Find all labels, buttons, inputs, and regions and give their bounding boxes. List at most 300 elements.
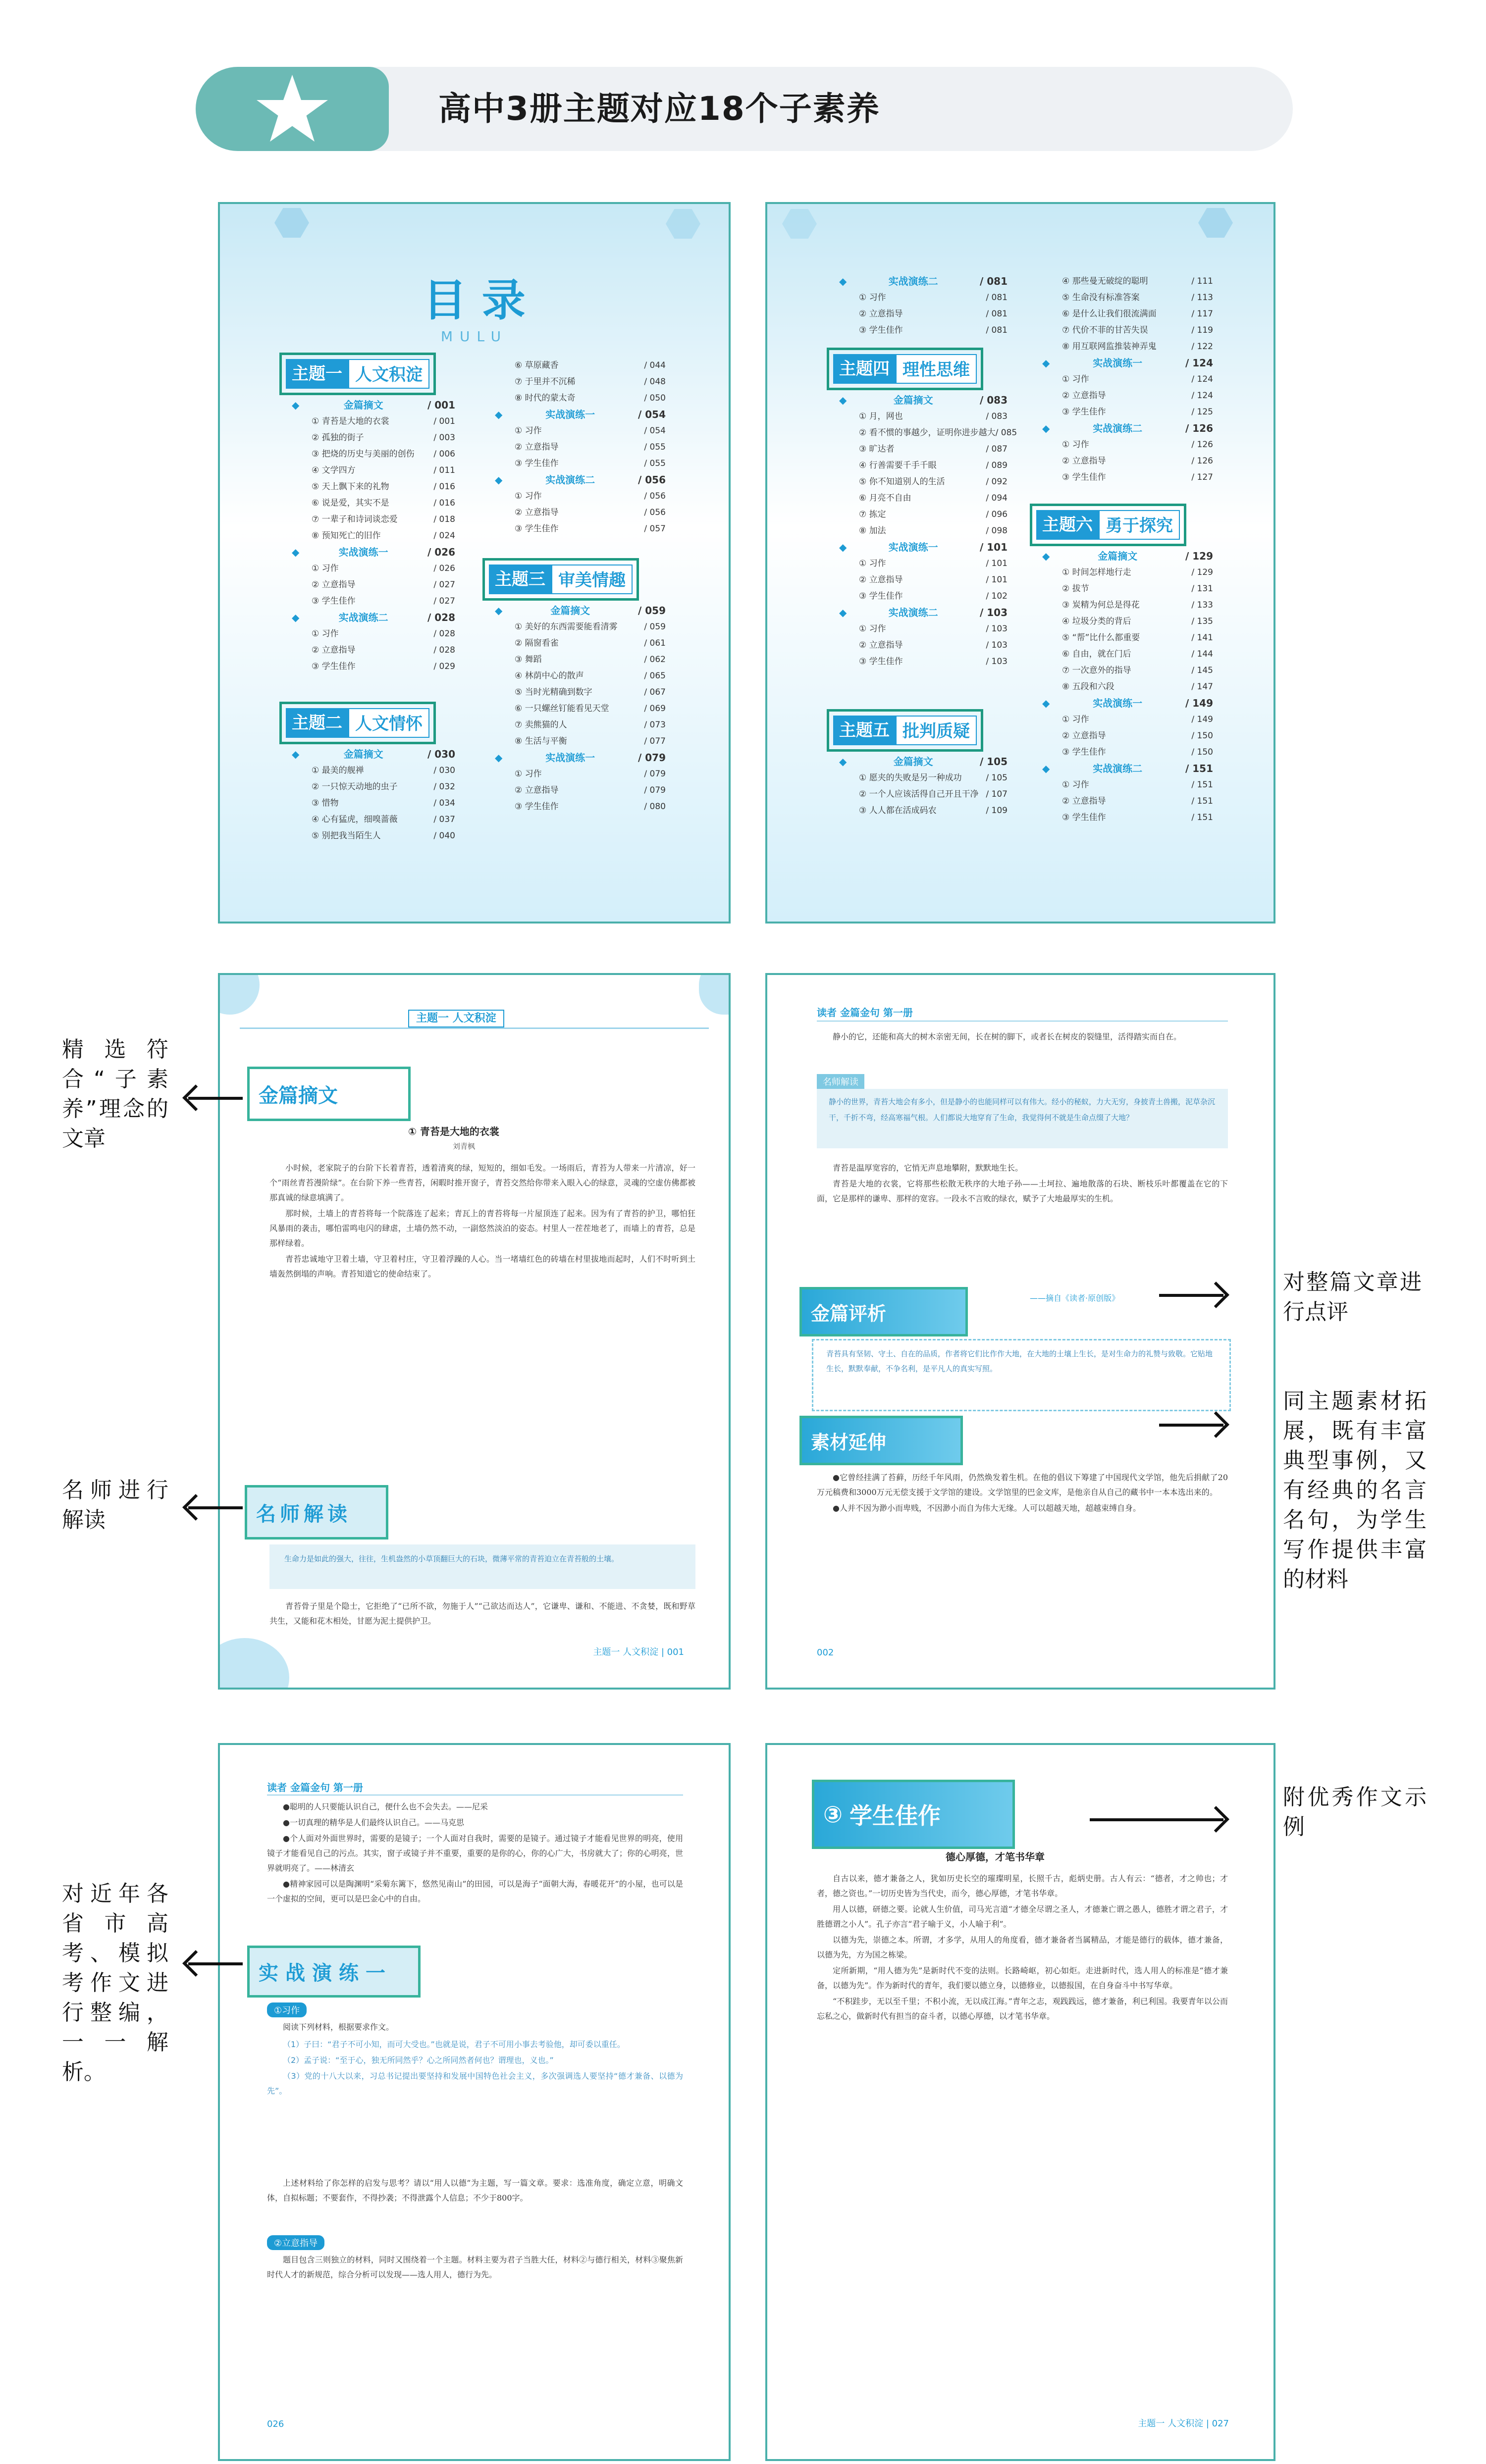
toc-entry[interactable]: [1042, 712, 1213, 728]
toc-entry-label: ⑦ 一次意外的指导: [1062, 666, 1131, 675]
toc-page-number: / 059: [644, 622, 666, 632]
toc-entry[interactable]: [495, 733, 666, 750]
toc-section[interactable]: [1042, 548, 1213, 565]
paragraph: 定所新期，“用人德为先”是新时代不变的法则。长路崎岖，初心如炬。走进新时代，选人用人的标准是“德才兼备，以德为先”。作为新时代的青年，我们要以德立身，以德修业，以德报国，在自身奋斗中书写华章。: [817, 1966, 1228, 1990]
teacher-comment-box: [269, 1544, 695, 1589]
toc-entry[interactable]: [1042, 290, 1213, 306]
arrow-left-icon: [188, 1506, 243, 1509]
toc-entry[interactable]: [839, 654, 1008, 670]
toc-page-number: / 098: [986, 526, 1008, 536]
toc-entry[interactable]: [1042, 793, 1213, 810]
toc-page-number: / 055: [644, 459, 666, 468]
review-box: [812, 1339, 1231, 1411]
paragraph: 小时候，老家院子的台阶下长着青苔，透着清爽的绿，短短的，细如毛发。一场雨后，青苔为人带来一片清凉，好一个“雨丝青苔漫阶绿”。在台阶下养一些青苔，闲暇时推开窗子，青苔交然给你带来入眼入心的绿意，灵魂的空虚仿佛都被那真诚的绿意填满了。: [269, 1163, 695, 1202]
toc-page-number: / 129: [1185, 550, 1213, 562]
toc-entry[interactable]: [495, 619, 666, 635]
toc-entry[interactable]: [1042, 371, 1213, 388]
header-banner: [196, 67, 1293, 151]
toc-entry[interactable]: [292, 495, 455, 512]
toc-entry-label: ③ 学生佳作: [515, 524, 559, 534]
toc-entry-label: ⑧ 时代的蒙太奇: [515, 393, 576, 403]
toc-entry-label: ⑥ 是什么让我们很流满面: [1062, 309, 1157, 319]
toc-page-number: / 065: [644, 671, 666, 681]
toc-page-number: / 122: [1191, 342, 1213, 352]
toc-entry-label: ◆ 实战演练二: [888, 275, 938, 287]
toc-page-number: / 147: [1191, 682, 1213, 692]
toc-page-number: / 103: [986, 624, 1008, 634]
toc-entry[interactable]: [292, 479, 455, 495]
toc-entry-label: ① 习作: [312, 564, 339, 573]
toc-entry[interactable]: [1042, 679, 1213, 695]
toc-page-number: / 145: [1191, 666, 1213, 675]
toc-entry[interactable]: [1042, 810, 1213, 826]
theme-name: 审美情趣: [551, 565, 633, 594]
toc-entry[interactable]: [839, 458, 1008, 474]
running-header: 读者 金篇金句 第一册: [267, 1782, 363, 1794]
toc-page-number: / 119: [1191, 325, 1213, 335]
toc-entry-label: ③ 学生佳作: [312, 596, 356, 606]
toc-entry-label: ◆ 实战演练二: [338, 612, 388, 623]
paragraph: 以德为先，崇德之本。所谓，才多学，从用人的角度看，德才兼备者当属精品，才能是德行的载体，德才兼备，以德为先，方为国之栋梁。: [817, 1935, 1228, 1959]
toc-page-number: / 150: [1191, 747, 1213, 757]
toc-page-number: / 062: [644, 655, 666, 665]
toc-page-number: / 027: [433, 580, 455, 590]
toc-entry-label: ④ 行善需要千手千眼: [859, 461, 937, 470]
toc-section[interactable]: [1042, 420, 1213, 437]
toc-page-number: / 085: [995, 428, 1017, 438]
toc-section[interactable]: [495, 603, 666, 619]
toc-page-number: / 096: [986, 510, 1008, 519]
toc-page-number: / 129: [1191, 567, 1213, 577]
toc-entry[interactable]: [292, 577, 455, 593]
toc-section[interactable]: [839, 392, 1008, 409]
toc-column: [292, 746, 455, 844]
toc-entry[interactable]: [839, 290, 1008, 306]
toc-entry-label: ① 月，网也: [859, 411, 903, 421]
practice-label: 实战演练一: [250, 1948, 418, 1995]
toc-entry[interactable]: [495, 799, 666, 815]
toc-page-number: / 034: [433, 798, 455, 808]
toc-entry[interactable]: [839, 556, 1008, 572]
toc-entry-label: ◆ 实战演练二: [888, 607, 938, 618]
theme-name: 人文情怀: [348, 708, 429, 738]
toc-entry-label: ⑥ 草原藏香: [515, 360, 559, 370]
toc-page-number: / 003: [433, 433, 455, 443]
toc-entry-label: ◆ 实战演练一: [545, 409, 595, 420]
toc-entry[interactable]: [495, 652, 666, 668]
toc-entry-label: ⑦ 代价不菲的甘苦失误: [1062, 325, 1148, 335]
toc-entry[interactable]: [839, 409, 1008, 425]
toc-entry[interactable]: [1042, 339, 1213, 355]
paragraph: 青苔忠诚地守卫着土墙，守卫着村庄，守卫着浮躁的人心。当一堵墙红色的砖墙在村里拔地而起时，人们不时听到土墙轰然倒塌的声响。青苔知道它的使命结束了。: [269, 1254, 695, 1279]
toc-entry[interactable]: [839, 441, 1008, 458]
toc-entry[interactable]: [495, 390, 666, 407]
toc-section[interactable]: [292, 397, 455, 413]
toc-pinyin: MULU: [440, 328, 508, 345]
toc-entry-label: ③ 学生佳作: [1062, 747, 1106, 757]
toc-entry[interactable]: [495, 374, 666, 390]
toc-entry-label: ⑦ 拣定: [859, 510, 886, 519]
toc-page-number: / 028: [433, 645, 455, 655]
toc-entry-label: ③ 旷达者: [859, 444, 895, 454]
paragraph: 那时候，土墙上的青苔将每一个院落连了起来；青瓦上的青苔将每一片屋顶连了起来。因为有了青苔的护卫，哪怕狂风暴雨的袭击，哪怕雷鸣电闪的肆虐，土墙仍然不动，一副悠然淡泊的姿态。村里人一茬茬地老了，而墙上的青苔，总是那样绿着。: [269, 1209, 695, 1248]
toc-entry-label: ② 立意指导: [1062, 796, 1106, 806]
toc-page-number: / 027: [433, 596, 455, 606]
toc-column: [839, 392, 1017, 670]
toc-page-number: / 094: [986, 493, 1008, 503]
toc-entry[interactable]: [495, 358, 666, 374]
toc-page-number: / 105: [979, 756, 1008, 768]
toc-page-number: / 028: [433, 629, 455, 639]
toc-entry-label: ① 习作: [1062, 374, 1089, 384]
article-tail-text: 静小的它，还能和高大的树木亲密无间，长在树的脚下，或者长在树皮的裂缝里，活得踏实而自在。: [833, 1032, 1182, 1041]
mini-reading-tag: 名师解读: [817, 1074, 864, 1089]
toc-entry[interactable]: [1042, 565, 1213, 581]
teacher-reading-tag: [245, 1485, 388, 1540]
toc-entry-label: ② 孤独的街子: [312, 433, 364, 443]
toc-entry[interactable]: [1042, 453, 1213, 469]
material-item: （1）子曰：“君子不可小知，而可大受也。”也就是说，君子不可用小事去考验他，却可委以重任。: [283, 2040, 625, 2049]
toc-entry[interactable]: [495, 423, 666, 439]
student-essay-tag: [812, 1780, 1015, 1849]
mini-reading-text: 静小的世界，青苔大地会有多小，但是静小的也能同样可以有伟大。经小的秘蚁，力大无穷，身披青土兽搬，泥草杂沉干，千折不弯，经高寒福气根。人们都说大地穿育了生命，我觉得何不就是生命点缀了大地？: [829, 1097, 1216, 1122]
toc-page-number: / 124: [1185, 357, 1213, 369]
toc-entry[interactable]: [292, 626, 455, 642]
toc-page-number: / 092: [986, 477, 1008, 487]
toc-entry-label: ◆ 实战演练一: [888, 541, 938, 553]
toc-entry[interactable]: [292, 512, 455, 528]
toc-entry-label: ◆ 金篇摘文: [893, 394, 933, 406]
golden-excerpt-tag: [247, 1067, 411, 1121]
toc-entry[interactable]: [839, 803, 1008, 819]
toc-page-number: / 057: [644, 524, 666, 534]
source-note: ——摘自《读者·原创版》: [1030, 1293, 1120, 1303]
theme-number: 主题五: [833, 716, 896, 745]
toc-entry[interactable]: [1042, 597, 1213, 614]
toc-section[interactable]: [839, 754, 1008, 770]
toc-entry-label: ② 立意指导: [859, 309, 903, 319]
star-icon: [255, 72, 329, 146]
toc-entry[interactable]: [495, 717, 666, 733]
toc-section[interactable]: [839, 273, 1008, 290]
task-requirement-text: 上述材料给了你怎样的启发与思考？请以“用人以德”为主题，写一篇文章。要求：选准角度，确定立意，明确文体，自拟标题；不要套作，不得抄袭；不得泄露个人信息；不少于800字。: [267, 2178, 683, 2203]
toc-section[interactable]: [292, 544, 455, 561]
theme-badge-1[interactable]: [279, 353, 436, 395]
toc-page-number: / 029: [433, 662, 455, 671]
toc-column: [495, 358, 666, 537]
toc-entry[interactable]: [495, 668, 666, 684]
toc-entry-label: ④ 心有猛虎，细嗅蔷薇: [312, 815, 398, 824]
toc-entry[interactable]: [1042, 437, 1213, 453]
toc-entry-label: ⑦ 卖熊猫的人: [515, 720, 567, 730]
toc-entry[interactable]: [495, 766, 666, 782]
toc-entry-label: ② 拔节: [1062, 584, 1089, 594]
toc-page-number: / 126: [1185, 422, 1213, 434]
toc-entry[interactable]: [1042, 404, 1213, 420]
toc-entry[interactable]: [839, 770, 1008, 786]
toc-entry[interactable]: [839, 621, 1008, 637]
toc-page-number: / 026: [427, 546, 455, 558]
toc-entry-label: ① 习作: [1062, 780, 1089, 790]
student-essay-label-wrap: [814, 1782, 1012, 1847]
toc-entry[interactable]: [292, 462, 455, 479]
toc-entry[interactable]: [292, 413, 455, 430]
toc-entry[interactable]: [1042, 614, 1213, 630]
toc-entry[interactable]: [292, 763, 455, 779]
theme-badge-4[interactable]: [827, 348, 983, 390]
toc-entry[interactable]: [495, 701, 666, 717]
toc-entry[interactable]: [839, 523, 1008, 539]
toc-entry[interactable]: [495, 782, 666, 799]
toc-entry[interactable]: [839, 474, 1008, 490]
toc-entry[interactable]: [495, 439, 666, 456]
toc-entry-label: ② 立意指导: [312, 580, 356, 590]
toc-entry-label: ◆ 实战演练一: [338, 546, 388, 558]
toc-entry[interactable]: [292, 779, 455, 795]
toc-entry-label: ① 习作: [1062, 440, 1089, 450]
essay-page: [765, 1743, 1275, 2461]
toc-page-number: / 056: [644, 508, 666, 517]
section-label: ②立意指导: [267, 2235, 324, 2250]
toc-section[interactable]: [839, 539, 1008, 556]
toc-section[interactable]: [1042, 761, 1213, 777]
toc-page-number: / 151: [1185, 763, 1213, 774]
toc-entry[interactable]: [839, 507, 1008, 523]
toc-entry[interactable]: [1042, 663, 1213, 679]
toc-entry-label: ③ 舞蹈: [515, 655, 542, 665]
toc-page-number: / 101: [986, 559, 1008, 568]
toc-entry[interactable]: [1042, 581, 1213, 597]
theme-badge-3[interactable]: [482, 558, 639, 601]
toc-entry[interactable]: [1042, 630, 1213, 646]
toc-entry[interactable]: [292, 642, 455, 659]
toc-entry[interactable]: [292, 812, 455, 828]
toc-entry[interactable]: [1042, 646, 1213, 663]
toc-column: [292, 397, 455, 675]
toc-entry-label: ② 立意指导: [515, 442, 559, 452]
toc-page-number: / 083: [986, 411, 1008, 421]
toc-entry-label: ⑤ 别把我当陌生人: [312, 831, 381, 841]
toc-entry-label: ⑥ 说是爱，其实不是: [312, 498, 389, 508]
toc-page-number: / 050: [644, 393, 666, 403]
toc-entry[interactable]: [839, 306, 1008, 322]
toc-page-left: [218, 202, 731, 924]
toc-page-number: / 006: [433, 449, 455, 459]
theme-name: 人文积淀: [348, 359, 429, 389]
toc-entry-label: ① 最美的舰禅: [312, 766, 364, 775]
theme-badge-2[interactable]: [279, 702, 436, 744]
toc-entry-label: ◆ 实战演练二: [1093, 763, 1143, 774]
toc-entry-label: ⑧ 预知死亡的旧作: [312, 531, 381, 541]
toc-entry[interactable]: [292, 828, 455, 844]
theme-number: 主题三: [489, 565, 551, 594]
toc-page-number: / 149: [1191, 715, 1213, 724]
toc-page-number: / 037: [433, 815, 455, 824]
annotation-material-extension: 同主题素材拓展，既有丰富典型事例，又有经典的名言名句，为学生写作提供丰富的材料: [1283, 1388, 1427, 1592]
toc-entry[interactable]: [292, 561, 455, 577]
toc-entry-label: ◆ 实战演练二: [1093, 422, 1143, 434]
material-item: （3）党的十八大以来，习总书记提出要坚持和发展中国特色社会主义，多次强调选人要坚持“德才兼备、以德为先”。: [267, 2071, 683, 2096]
toc-entry-label: ⑥ 月亮不自由: [859, 493, 911, 503]
toc-page-number: / 135: [1191, 616, 1213, 626]
toc-title: 目 录: [423, 274, 526, 326]
article-page: [218, 973, 731, 1690]
toc-column: [1042, 548, 1213, 826]
toc-entry[interactable]: [495, 684, 666, 701]
toc-entry-label: ② 立意指导: [859, 640, 903, 650]
paragraph: 青苔骨子里是个隐士，它拒绝了“已所不欲，勿施于人”“己欲达而达人”，它谦卑、谦和、不能进、不贪婪，既和野草共生，又能和花木相处，甘愿为泥土提供护卫。: [269, 1601, 695, 1626]
toc-entry[interactable]: [839, 572, 1008, 588]
toc-entry-label: ⑥ 一只螺丝钉能看见天堂: [515, 704, 609, 714]
theme-badge-6[interactable]: [1030, 504, 1186, 546]
toc-page-number: / 117: [1191, 309, 1213, 319]
toc-entry[interactable]: [1042, 728, 1213, 744]
toc-entry-label: ⑤ 天上飘下来的礼物: [312, 482, 389, 492]
toc-entry[interactable]: [1042, 273, 1213, 290]
toc-page-number: / 026: [433, 564, 455, 573]
toc-page-right: [765, 202, 1275, 924]
toc-entry[interactable]: [839, 588, 1008, 605]
hexagon-decoration: [666, 209, 700, 239]
toc-page-number: / 059: [637, 605, 666, 616]
toc-column: [839, 273, 1008, 339]
toc-page-number: / 081: [986, 309, 1008, 319]
toc-page-number: / 149: [1185, 697, 1213, 709]
toc-entry[interactable]: [495, 488, 666, 505]
teacher-reading-label: 名师解读: [247, 1488, 386, 1537]
toc-entry[interactable]: [1042, 744, 1213, 761]
arrow-left-icon: [188, 1962, 243, 1965]
toc-page-number: / 125: [1191, 407, 1213, 417]
toc-entry[interactable]: [839, 637, 1008, 654]
section-label: ①习作: [267, 2002, 307, 2017]
toc-entry[interactable]: [1042, 777, 1213, 793]
toc-page-number: / 067: [644, 687, 666, 697]
toc-entry[interactable]: [292, 446, 455, 462]
toc-entry-label: ◆ 金篇摘文: [550, 605, 590, 616]
toc-entry-label: ⑥ 自由，就在门后: [1062, 649, 1131, 659]
toc-page-number: / 081: [986, 325, 1008, 335]
toc-entry-label: ④ 那些曼无破绽的聪明: [1062, 276, 1148, 286]
toc-entry[interactable]: [292, 528, 455, 544]
student-essay-label: 学生佳作: [849, 1802, 941, 1829]
article-body-continued: [269, 1599, 695, 1630]
toc-page-number: / 016: [433, 498, 455, 508]
toc-entry-label: ⑧ 五段和六段: [1062, 682, 1114, 692]
toc-page-number: / 077: [644, 736, 666, 746]
toc-entry-label: ① 时间怎样地行走: [1062, 567, 1131, 577]
toc-section[interactable]: [1042, 695, 1213, 712]
toc-section[interactable]: [495, 407, 666, 423]
toc-entry-label: ③ 学生佳作: [1062, 813, 1106, 822]
toc-entry[interactable]: [292, 795, 455, 812]
toc-page-number: / 101: [986, 575, 1008, 585]
toc-page-number: / 079: [637, 752, 666, 764]
analysis-page: [765, 973, 1275, 1690]
toc-entry-label: ④ 文学四方: [312, 465, 356, 475]
toc-entry[interactable]: [839, 425, 1017, 441]
toc-entry[interactable]: [292, 430, 455, 446]
toc-entry-label: ① 习作: [515, 769, 542, 779]
toc-section[interactable]: [495, 472, 666, 488]
toc-entry[interactable]: [495, 505, 666, 521]
toc-page-number: / 001: [433, 416, 455, 426]
toc-entry[interactable]: [292, 593, 455, 610]
toc-entry[interactable]: [1042, 322, 1213, 339]
toc-entry[interactable]: [839, 322, 1008, 339]
toc-entry-label: ⑤ “帮”比什么都重要: [1062, 633, 1140, 643]
toc-entry[interactable]: [495, 635, 666, 652]
toc-entry[interactable]: [1042, 469, 1213, 486]
toc-entry-label: ② 隔窗看雀: [515, 638, 559, 648]
toc-entry[interactable]: [839, 490, 1008, 507]
corner-decoration: [218, 1638, 289, 1690]
quote-item: ●个人面对外面世界时，需要的是镜子；一个人面对自我时，需要的是镜子。通过镜子才能看见世界的明亮，使用镜子才能看见自己的污点。其实，窗子或镜子并不重要，重要的是你的心，你的心广大，书房就大了；你的心明亮，世界就明亮了。——林清玄: [267, 1834, 683, 1873]
toc-entry-label: ① 习作: [312, 629, 339, 639]
toc-page-number: / 024: [433, 531, 455, 541]
annotation-teacher-reading: 名师进行解读: [62, 1478, 168, 1533]
toc-section[interactable]: [292, 610, 455, 626]
toc-entry-label: ① 愿夹的失败是另一种成功: [859, 773, 962, 783]
toc-page-number: / 127: [1191, 472, 1213, 482]
golden-excerpt-label: 金篇摘文: [250, 1069, 408, 1119]
paragraph: 青苔是大地的衣裳，它将那些松散无秩序的大地子孙——土坷拉、遍地散落的石块、断枝乐叶都覆盖在它的下面，它是那样的谦卑、那样的宽容。一段永不言败的绿衣，赋予了大地最厚实的生机。: [817, 1179, 1228, 1203]
toc-entry-label: ② 立意指导: [859, 575, 903, 585]
arrow-left-icon: [188, 1097, 243, 1100]
toc-entry[interactable]: [495, 456, 666, 472]
toc-entry-label: ⑦ 一辈子和诗词谈恋爱: [312, 514, 398, 524]
article-body: [817, 1161, 1228, 1207]
banner-title: 高中3册主题对应18个子素养: [438, 90, 880, 128]
toc-entry[interactable]: [839, 786, 1008, 803]
toc-section[interactable]: [495, 750, 666, 766]
toc-entry-label: ② 立意指导: [515, 785, 559, 795]
toc-section[interactable]: [292, 746, 455, 763]
paragraph: “不积跬步，无以至千里；不积小流，无以成江海。”青年之志，观践践远，德才兼备，利已利国。我要青年以公而忘私之心，做新时代有担当的奋斗者，以德心厚德，以才笔书华章。: [817, 1997, 1228, 2021]
toc-page-number: / 032: [433, 782, 455, 792]
toc-page-number: / 030: [427, 748, 455, 760]
material-item: （2）孟子说：“至于心，独无所同然乎？心之所同然者何也？谓理也，义也。”: [283, 2055, 554, 2065]
theme-number: 主题一: [286, 359, 348, 389]
toc-page-number: / 105: [986, 773, 1008, 783]
toc-page-number: / 124: [1191, 391, 1213, 401]
toc-page-number: / 089: [986, 461, 1008, 470]
practice-tag: [247, 1946, 421, 1998]
toc-entry-label: ⑤ 当时光精确到数字: [515, 687, 592, 697]
toc-page-number: / 056: [637, 474, 666, 486]
theme-number: 主题六: [1036, 510, 1099, 540]
toc-entry-label: ④ 垃圾分类的背后: [1062, 616, 1131, 626]
toc-entry[interactable]: [495, 521, 666, 537]
toc-entry-label: ③ 学生佳作: [1062, 472, 1106, 482]
toc-page-number: / 073: [644, 720, 666, 730]
toc-section[interactable]: [839, 605, 1008, 621]
toc-entry[interactable]: [1042, 306, 1213, 322]
running-header: [240, 1010, 709, 1029]
toc-entry-label: ◆ 金篇摘文: [343, 399, 383, 411]
hexagon-decoration: [274, 208, 309, 238]
arrow-right-icon: [1090, 1818, 1223, 1821]
theme-badge-5[interactable]: [827, 709, 983, 752]
full-review-label: 金篇评析: [802, 1289, 965, 1334]
toc-column: [839, 754, 1008, 819]
toc-entry-label: ⑧ 加法: [859, 526, 886, 536]
toc-entry[interactable]: [292, 659, 455, 675]
toc-entry[interactable]: [1042, 388, 1213, 404]
toc-section[interactable]: [1042, 355, 1213, 371]
toc-entry-label: ① 习作: [859, 293, 886, 303]
running-header: 读者 金篇金句 第一册: [817, 1007, 913, 1019]
